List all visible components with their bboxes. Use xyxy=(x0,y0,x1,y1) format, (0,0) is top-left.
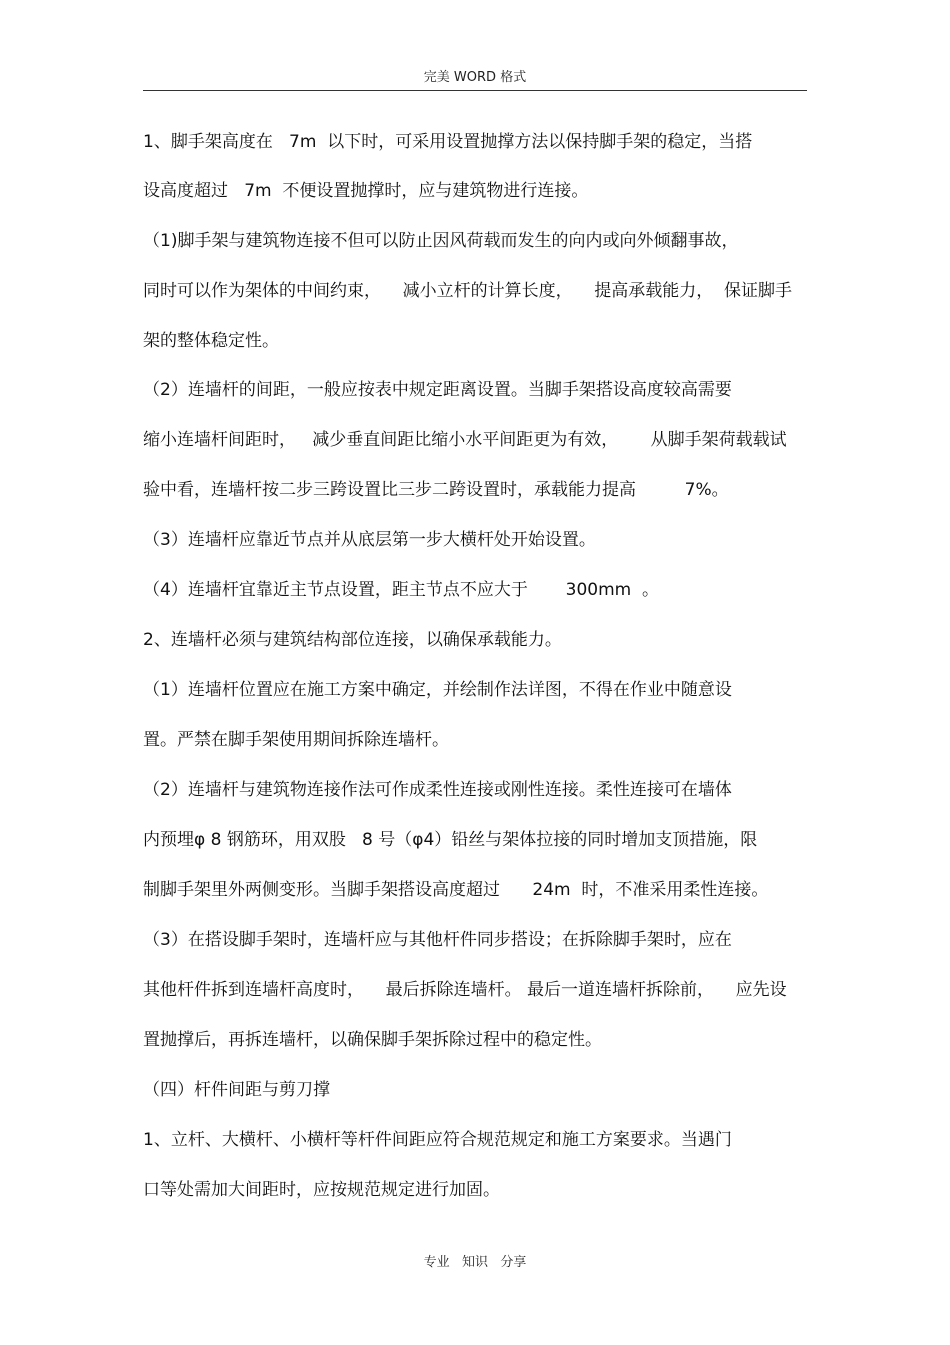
text-line: （1）连墙杆位置应在施工方案中确定，并绘制作法详图，不得在作业中随意设 xyxy=(143,680,732,700)
text-line: 置。严禁在脚手架使用期间拆除连墙杆。 xyxy=(143,730,449,750)
text-line: （3）在搭设脚手架时，连墙杆应与其他杆件同步搭设；在拆除脚手架时，应在 xyxy=(143,930,732,950)
text-line: 置抛撑后，再拆连墙杆，以确保脚手架拆除过程中的稳定性。 xyxy=(143,1030,602,1050)
text-line: 同时可以作为架体的中间约束， 减小立杆的计算长度， 提高承载能力， 保证脚手 xyxy=(143,281,793,301)
text-line: （2）连墙杆的间距，一般应按表中规定距离设置。当脚手架搭设高度较高需要 xyxy=(143,380,732,400)
text-line: 验中看，连墙杆按二步三跨设置比三步二跨设置时，承载能力提高 7%。 xyxy=(143,480,729,500)
page-footer: 专业 知识 分享 xyxy=(423,1255,527,1270)
text-line: （1)脚手架与建筑物连接不但可以防止因风荷载而发生的向内或向外倾翻事故， xyxy=(143,231,739,251)
text-line: 2、连墙杆必须与建筑结构部位连接，以确保承载能力。 xyxy=(143,630,562,650)
page-header: 完美 WORD 格式 xyxy=(423,70,527,85)
text-line: 1、立杆、大横杆、小横杆等杆件间距应符合规范规定和施工方案要求。当遇门 xyxy=(143,1130,732,1150)
text-line: 缩小连墙杆间距时， 减少垂直间距比缩小水平间距更为有效， 从脚手架荷载载试 xyxy=(143,430,787,450)
text-line: 制脚手架里外两侧变形。当脚手架搭设高度超过 24m 时，不准采用柔性连接。 xyxy=(143,880,769,900)
text-line: 架的整体稳定性。 xyxy=(143,331,279,351)
text-line: 其他杆件拆到连墙杆高度时， 最后拆除连墙杆。 最后一道连墙杆拆除前， 应先设 xyxy=(143,980,787,1000)
text-line: 内预埋φ 8 钢筋环，用双股 8 号（φ4）铅丝与架体拉接的同时增加支顶措施，限 xyxy=(143,830,758,850)
text-line: （3）连墙杆应靠近节点并从底层第一步大横杆处开始设置。 xyxy=(143,530,596,550)
section-heading: （四）杆件间距与剪刀撑 xyxy=(143,1080,330,1100)
text-line: （4）连墙杆宜靠近主节点设置，距主节点不应大于 300mm 。 xyxy=(143,580,660,600)
text-line: （2）连墙杆与建筑物连接作法可作成柔性连接或刚性连接。柔性连接可在墙体 xyxy=(143,780,732,800)
text-line: 口等处需加大间距时，应按规范规定进行加固。 xyxy=(143,1180,500,1200)
text-line: 1、脚手架高度在 7m 以下时，可采用设置抛撑方法以保持脚手架的稳定，当搭 xyxy=(143,132,753,152)
text-line: 设高度超过 7m 不便设置抛撑时，应与建筑物进行连接。 xyxy=(143,181,589,201)
header-divider xyxy=(143,90,807,91)
